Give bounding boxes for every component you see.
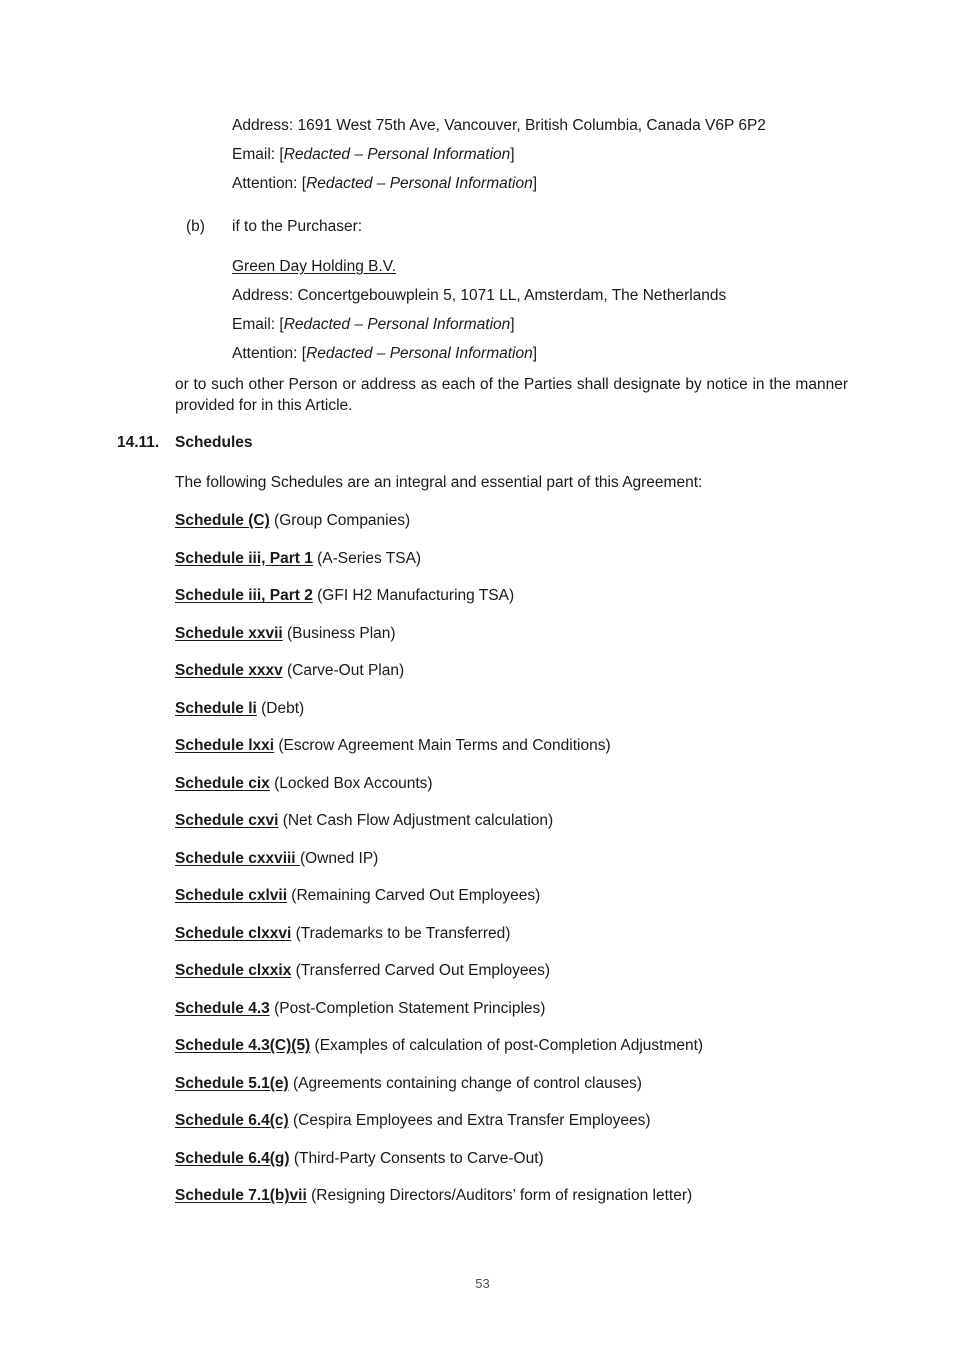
schedule-item <box>175 999 848 1018</box>
redacted-text: Redacted – Personal Information <box>283 146 511 163</box>
schedule-name: Schedule 6.4(g) <box>175 1149 290 1167</box>
schedule-item <box>175 511 848 530</box>
redacted-close-bracket: ] <box>510 316 515 333</box>
purchaser-list-item <box>186 217 848 236</box>
schedule-desc: (Trademarks to be Transferred) <box>291 924 511 942</box>
schedule-item <box>175 736 848 755</box>
schedule-desc: (Locked Box Accounts) <box>269 774 433 792</box>
schedule-name: Schedule cxvi <box>175 812 279 829</box>
schedule-name: Schedule cxlvii <box>175 887 287 904</box>
redacted-text: Redacted – Personal Information <box>283 316 511 333</box>
schedule-desc: (Cespira Employees and Extra Transfer Employees) <box>288 1112 651 1129</box>
schedule-name: Schedule iii, Part 1 <box>175 549 313 567</box>
schedule-name: Schedule 7.1(b)vii <box>175 1187 307 1204</box>
address-text: Address: 1691 West 75th Ave, Vancouver, British Columbia, Canada V6P 6P2 <box>232 117 766 134</box>
schedule-desc: (Resigning Directors/Auditors’ form of resignation letter) <box>306 1187 693 1204</box>
redacted-open-bracket: [ <box>279 146 284 163</box>
purchaser-attention-line <box>232 344 848 363</box>
redacted-text: Redacted – Personal Information <box>306 345 533 362</box>
purchaser-email-line <box>232 315 848 334</box>
redacted-open-bracket: [ <box>301 175 307 192</box>
schedule-desc: (Third-Party Consents to Carve-Out) <box>289 1149 544 1167</box>
schedule-desc: (Carve-Out Plan) <box>282 662 405 679</box>
list-item-marker: (b) <box>186 218 205 235</box>
schedule-name: Schedule lxxi <box>175 737 275 754</box>
redacted-open-bracket: [ <box>279 316 284 333</box>
schedule-list <box>117 511 848 1205</box>
page-number: 53 <box>475 1276 490 1291</box>
notice-paragraph: or to such other Person or address as each of the Parties shall designate by notice in the manner provided for in this Article. <box>175 376 848 414</box>
schedule-desc: (Escrow Agreement Main Terms and Conditions) <box>274 737 611 754</box>
seller-email-line <box>232 145 848 164</box>
schedule-desc: (Post-Completion Statement Principles) <box>269 999 546 1017</box>
schedule-name: Schedule clxxvi <box>175 924 292 942</box>
schedule-name: Schedule xxvii <box>175 624 283 642</box>
seller-attention-line <box>232 174 848 193</box>
schedule-desc: (Examples of calculation of post-Completion Adjustment) <box>310 1037 704 1054</box>
schedule-desc: (Agreements containing change of control clauses) <box>288 1074 642 1092</box>
schedule-name: Schedule 6.4(c) <box>175 1112 289 1129</box>
schedule-name: Schedule iii, Part 2 <box>175 587 313 604</box>
schedule-item <box>175 849 848 868</box>
schedule-name: Schedule li <box>175 699 257 717</box>
schedules-intro: The following Schedules are an integral and essential part of this Agreement: <box>175 474 703 491</box>
schedule-name: Schedule cxxviii <box>175 849 300 867</box>
section-heading <box>117 433 848 452</box>
email-label: Email: <box>232 146 280 163</box>
redacted-close-bracket: ] <box>532 345 538 362</box>
attention-label: Attention: <box>232 175 302 192</box>
section-title: Schedules <box>175 434 253 451</box>
schedule-item <box>175 549 848 568</box>
schedule-item <box>175 1036 848 1055</box>
schedule-item <box>175 961 848 980</box>
schedule-desc: (Debt) <box>256 699 305 717</box>
schedule-desc: (A-Series TSA) <box>312 549 422 567</box>
redacted-close-bracket: ] <box>532 175 538 192</box>
document-content <box>117 0 848 1224</box>
schedule-desc: (Owned IP) <box>299 849 379 867</box>
schedule-item <box>175 1111 848 1130</box>
schedule-item <box>175 886 848 905</box>
list-item-label: if to the Purchaser: <box>232 218 363 235</box>
purchaser-contact-block <box>232 257 848 363</box>
schedule-desc: (Transferred Carved Out Employees) <box>291 962 551 979</box>
schedule-desc: (Business Plan) <box>282 624 396 642</box>
purchaser-name: Green Day Holding B.V. <box>232 258 396 275</box>
schedule-item <box>175 1149 848 1168</box>
schedule-item <box>175 774 848 793</box>
seller-contact-block <box>232 116 848 193</box>
schedule-name: Schedule clxxix <box>175 962 292 979</box>
schedule-item <box>175 586 848 605</box>
schedule-name: Schedule (C) <box>175 512 270 529</box>
schedule-desc: (Remaining Carved Out Employees) <box>287 887 541 904</box>
schedule-desc: (GFI H2 Manufacturing TSA) <box>312 587 515 604</box>
schedule-name: Schedule cix <box>175 774 270 792</box>
schedule-item <box>175 699 848 718</box>
section-number: 14.11. <box>117 434 160 451</box>
email-label: Email: <box>232 316 280 333</box>
schedule-desc: (Group Companies) <box>269 512 411 529</box>
schedule-name: Schedule 4.3 <box>175 999 270 1017</box>
purchaser-name-line <box>232 257 848 276</box>
address-text: Address: Concertgebouwplein 5, 1071 LL, Amsterdam, The Netherlands <box>232 287 727 304</box>
schedule-item <box>175 661 848 680</box>
schedule-item <box>175 624 848 643</box>
schedule-name: Schedule 5.1(e) <box>175 1074 289 1092</box>
schedule-item <box>175 811 848 830</box>
schedule-name: Schedule xxxv <box>175 662 283 679</box>
schedule-item <box>175 924 848 943</box>
schedule-item <box>175 1074 848 1093</box>
schedule-name: Schedule 4.3(C)(5) <box>175 1037 311 1054</box>
attention-label: Attention: <box>232 345 302 362</box>
redacted-open-bracket: [ <box>301 345 307 362</box>
purchaser-address-line <box>232 286 848 305</box>
schedule-item <box>175 1186 848 1205</box>
seller-address-line <box>232 116 848 135</box>
schedule-desc: (Net Cash Flow Adjustment calculation) <box>278 812 554 829</box>
redacted-text: Redacted – Personal Information <box>306 175 533 192</box>
redacted-close-bracket: ] <box>510 146 515 163</box>
